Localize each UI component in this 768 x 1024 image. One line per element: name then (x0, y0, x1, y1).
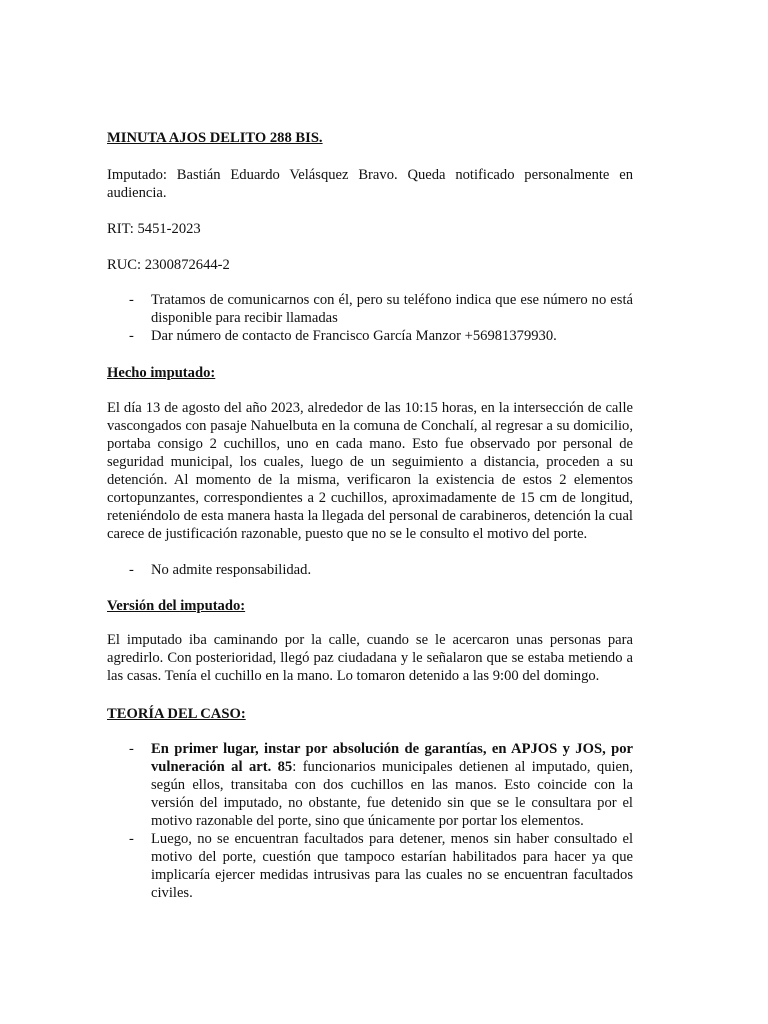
teoria-list (107, 740, 633, 902)
list-item (107, 740, 633, 830)
teoria-bullet1-rest: : funcionarios municipales detienen al imputado, quien, según ellos, transitaba con dos cuchillos en las manos. Esto coincide con la versión del imputado, no obstante, fue detenido sin que se le consultara por el motivo razonable del porte, sino que únicamente por portar los elementos. (151, 759, 633, 829)
list-item: - Tratamos de comunicarnos con él, pero su teléfono indica que ese número no está disponible para recibir llamadas (107, 291, 633, 327)
imputado-line: Imputado: Bastián Eduardo Velásquez Bravo. Queda notificado personalmente en audiencia. (107, 167, 633, 201)
ruc-line: RUC: 2300872644-2 (107, 257, 230, 273)
teoria-bullet1-bold: En primer lugar, instar por absolución de garantías, en APJOS y JOS, por vulneración al art. 85 (151, 741, 633, 775)
rit-line: RIT: 5451-2023 (107, 221, 201, 237)
hecho-bullet-list (107, 561, 633, 579)
list-item: - Luego, no se encuentran facultados para detener, menos sin haber consultado el motivo del porte, cuestión que tampoco estarían habilitados para hacer ya que implicaría ejercer medidas intrusivas para las cuales no se encuentran facultados civiles. (107, 830, 633, 902)
version-paragraph: El imputado iba caminando por la calle, cuando se le acercaron unas personas para agredirlo. Con posterioridad, llegó paz ciudadana y le señalaron que se estaba metiendo a las casas. Tenía el cuchillo en la mano. Lo tomaron detenido a las 9:00 del domingo. (107, 632, 633, 684)
hecho-paragraph: El día 13 de agosto del año 2023, alrededor de las 10:15 horas, en la intersección de calle vascongados con pasaje Nahuelbuta en la comuna de Conchalí, al regresar a su domicilio, portaba consigo 2 cuchillos, uno en cada mano. Esto fue observado por personal de seguridad municipal, los cuales, luego de un seguimiento a distancia, proceden a su detención. Al momento de la misma, verificaron la existencia de estos 2 elementos cortopunzantes, correspondientes a 2 cuchillos, aproximadamente de 15 cm de longitud, reteniéndolo de esta manera hasta la llegada del personal de carabineros, detención la cual carece de justificación razonable, puesto que no se le consulto el motivo del porte. (107, 400, 633, 542)
contact-list (107, 291, 633, 345)
document-title: MINUTA AJOS DELITO 288 BIS. (107, 130, 323, 146)
version-heading: Versión del imputado: (107, 598, 246, 614)
hecho-heading: Hecho imputado: (107, 365, 216, 381)
teoria-heading: TEORÍA DEL CASO: (107, 706, 246, 722)
list-item: - Dar número de contacto de Francisco García Manzor +56981379930. (107, 327, 633, 345)
list-item: - No admite responsabilidad. (107, 561, 633, 579)
